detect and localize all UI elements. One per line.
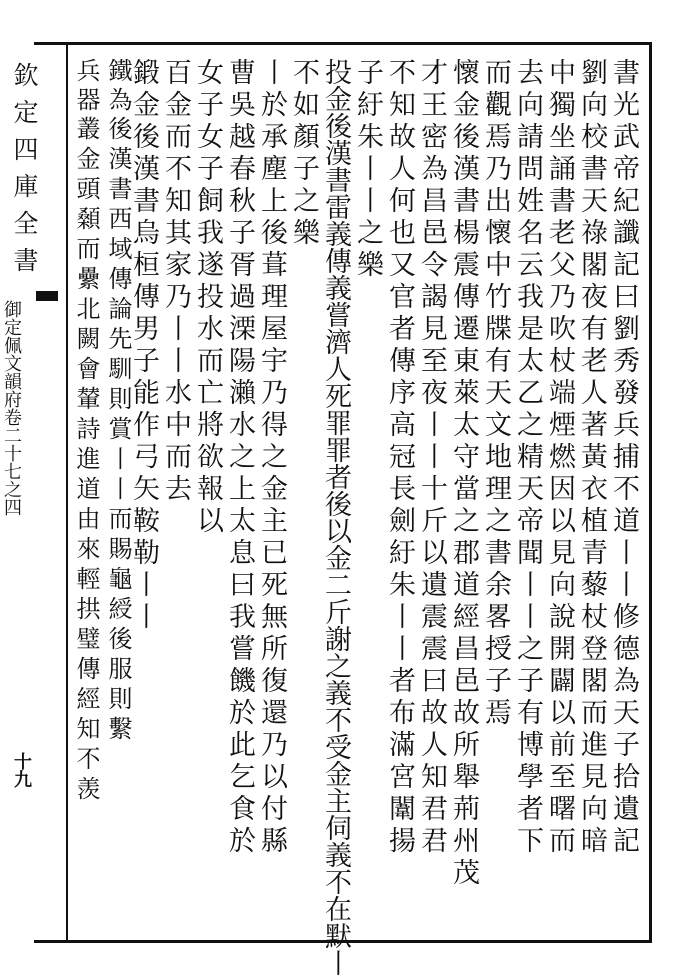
text-column: 兵器: [72, 58, 100, 116]
text-column: 女子女子飼我遂投水而亡將欲報以: [192, 58, 223, 538]
text-column: 投金後漢書雷義傳義嘗濟人死罪罪者後以金二斤謝之義不受金主伺義不在默丨: [320, 58, 351, 976]
page-number: 十九: [11, 752, 32, 788]
book-title: 欽定四庫全書: [10, 62, 39, 284]
fishtail-mark: [36, 291, 58, 301]
text-column: 書光武帝紀讖記曰劉秀發兵捕不道丨丨修德為天子拾遺記: [608, 58, 639, 858]
text-column: 而觀焉乃出懷中竹牒有天文地理之書余畧授子焉: [480, 58, 511, 730]
text-column: 子紆朱丨丨之樂: [352, 58, 383, 282]
text-column: 鐵為: [104, 58, 132, 116]
top-border: [34, 42, 650, 45]
text-column: 懷金後漢書楊震傳遷東萊太守當之郡道經昌邑故所舉荊州茂: [448, 58, 479, 890]
text-column: 鍛金後漢書烏桓傳男子能作弓矢鞍勒丨丨: [128, 58, 159, 634]
text-column: 去向請問姓名云我是太乙之精天帝聞丨丨之子有博學者下: [512, 58, 543, 858]
text-column: 不如顏子之樂: [288, 58, 319, 250]
text-column: 劉向校書天祿閣夜有老人著黃衣植青藜杖登閣而進見向暗: [576, 58, 607, 858]
text-column: 叢金頭顙而纍北闕會輦詩進道由來輕拱璧傳經知不羡: [72, 116, 100, 806]
right-border: [649, 42, 652, 942]
text-column: 後漢書西域傳論先馴則賞丨丨而賜龜綬後服則繫: [104, 116, 132, 746]
volume-label: 卷二十七之四: [1, 408, 22, 516]
text-column: 曹吳越春秋子胥過溧陽瀨水之上太息曰我嘗饑於此乞食於: [224, 58, 255, 858]
text-column: 不知故人何也又官者傳序高冠長劍紆朱丨丨者布滿宮闈揚: [384, 58, 415, 858]
sub-title: [2, 300, 20, 516]
text-column: 百金而不知其家乃丨丨水中而去: [160, 58, 191, 506]
margin-rule: [66, 42, 68, 942]
work-title: 御定佩文韻府: [1, 300, 22, 408]
text-column: 中獨坐誦書老父乃吹杖端煙燃因以見向說開闢以前至曙而: [544, 58, 575, 858]
text-column: 丨於承塵上後葺理屋宇乃得之金主已死無所復還乃以付縣: [256, 58, 287, 858]
text-column: 才王密為昌邑令謁見至夜丨丨十斤以遺震震曰故人知君君: [416, 58, 447, 858]
